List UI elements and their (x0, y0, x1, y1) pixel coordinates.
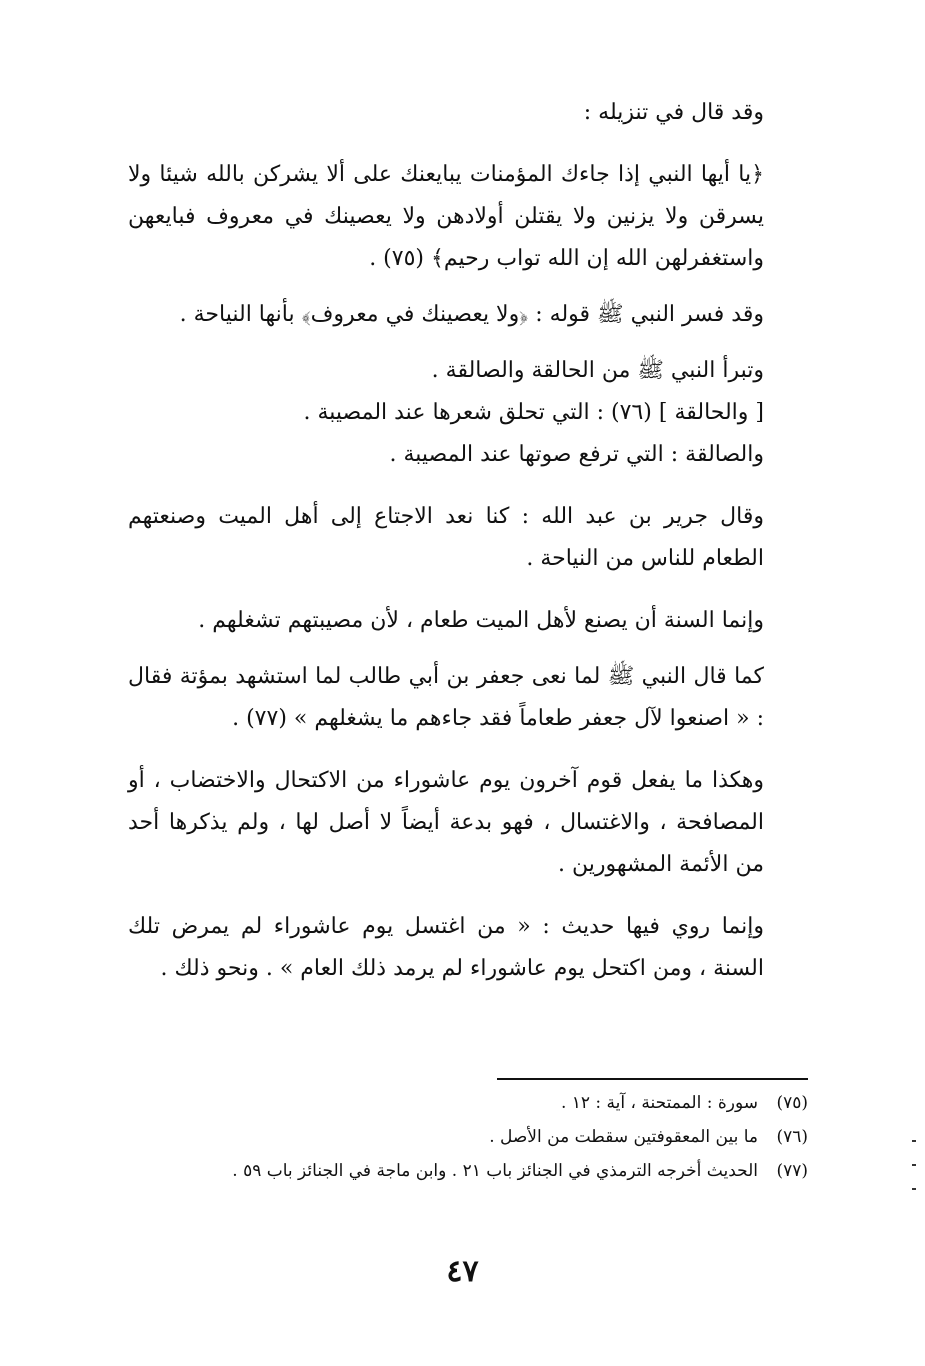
footnote-number: (٧٧) (776, 1161, 808, 1181)
paragraph-ashura-bida: وهكذا ما يفعل قوم آخرون يوم عاشوراء من الاكتحال والاختضاب ، أو المصافحة ، والاغتسال ، فهو بدعة أيضاً لا أصل لها ، ولم يذكرها أحد من الأئمة المشهورين . (128, 768, 764, 877)
paragraph-jarir: وقال جرير بن عبد الله : كنا نعد الاجتاع إلى أهل الميت وصنعتهم الطعام للناس من النياحة . (128, 504, 764, 571)
paragraph-intro: وقد قال في تنزيله : (583, 100, 764, 125)
scan-mark (912, 1140, 916, 1142)
paragraph-saliqa: والصالقة : التي ترفع صوتها عند المصيبة . (389, 442, 764, 467)
paragraph-sunnah: وإنما السنة أن يصنع لأهل الميت طعام ، لأن مصيبتهم تشغلهم . (198, 608, 764, 633)
paragraph-tafsir: وقد فسر النبي ﷺ قوله : ﴿ولا يعصينك في معروف﴾ بأنها النياحة . (179, 302, 764, 327)
paragraph-quran-verse: ﴿يا أيها النبي إذا جاءك المؤمنات يبايعنك على ألا يشركن بالله شيئا ولا يسرقن ولا يزنين ولا يقتلن أولادهن ولا يعصينك في معروف فبايعهن واستغفرلهن الله إن الله تواب رحيم﴾ (٧٥) . (128, 162, 764, 271)
page-number: ٤٧ (446, 1254, 479, 1289)
paragraph-haliqa: [ والحالقة ] (٧٦) : التي تحلق شعرها عند المصيبة . (303, 400, 764, 425)
paragraph-ashura-hadith: وإنما روي فيها حديث : « من اغتسل يوم عاشوراء لم يمرض تلك السنة ، ومن اكتحل يوم عاشوراء لم يرمد ذلك العام » . ونحو ذلك . (128, 914, 764, 981)
footnote-text: ما بين المعقوفتين سقطت من الأصل . (489, 1127, 758, 1147)
scan-mark (912, 1164, 916, 1166)
main-text (128, 92, 808, 990)
footnote-77 (200, 1154, 808, 1188)
footnote-75 (200, 1086, 808, 1120)
footnote-text: سورة : الممتحنة ، آية : ١٢ . (560, 1093, 758, 1113)
footnote-76 (200, 1120, 808, 1154)
paragraph-jafar-hadith: كما قال النبي ﷺ لما نعى جعفر بن أبي طالب لما استشهد بمؤتة فقال : « اصنعوا لآل جعفر طعاماً فقد جاءهم ما يشغلهم » (٧٧) . (128, 664, 764, 731)
footnote-number: (٧٦) (776, 1127, 808, 1147)
scan-mark (912, 1188, 916, 1190)
footnote-text: الحديث أخرجه الترمذي في الجنائز باب ٢١ . وابن ماجة في الجنائز باب ٥٩ . (232, 1161, 758, 1181)
footnote-number: (٧٥) (776, 1093, 808, 1113)
scan-margin-marks (912, 1140, 918, 1212)
paragraph-tabarra: وتبرأ النبي ﷺ من الحالقة والصالقة . (431, 358, 764, 383)
footnotes (200, 1086, 808, 1188)
footnote-divider (497, 1078, 808, 1080)
